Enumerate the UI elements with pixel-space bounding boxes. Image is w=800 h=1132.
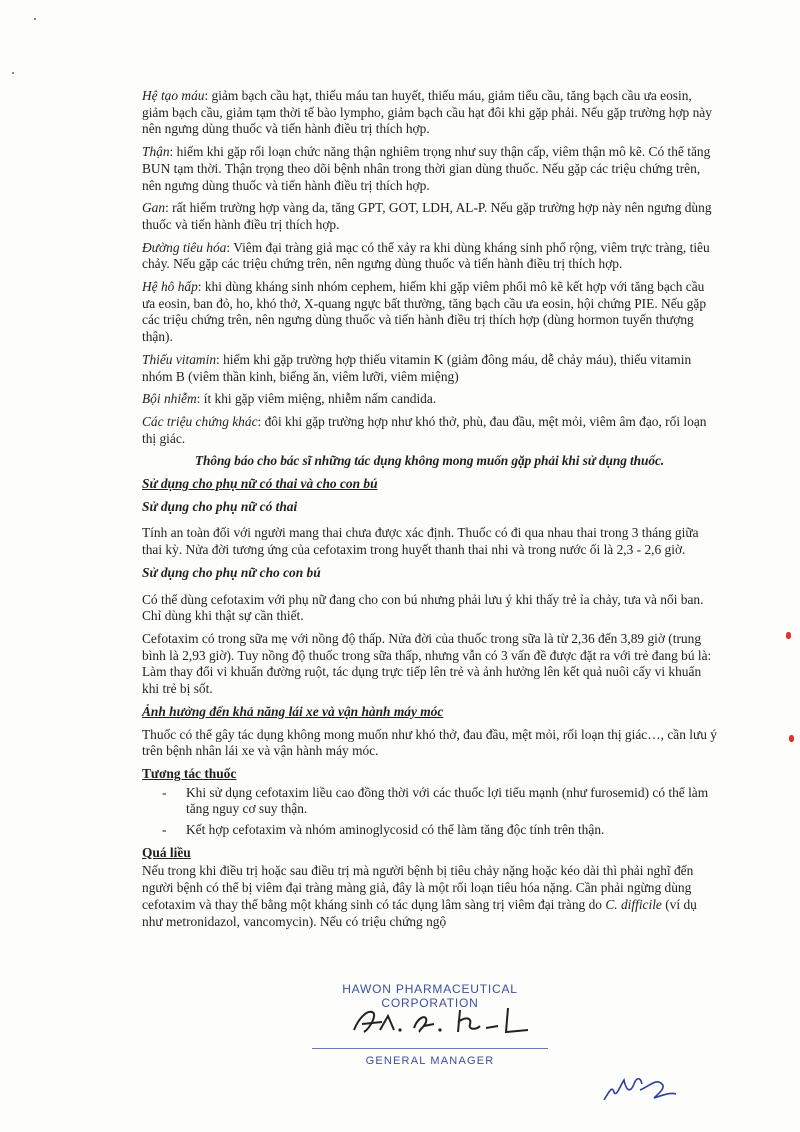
adverse-effect-paragraph: [142, 240, 717, 273]
paragraph-lead: Hệ tạo máu: [142, 88, 205, 103]
adverse-effect-paragraph: [142, 414, 717, 447]
scan-speck: [34, 18, 36, 20]
nursing-subheading: Sử dụng cho phụ nữ cho con bú: [142, 564, 321, 580]
list-item: [142, 785, 717, 818]
pregnancy-heading: Sử dụng cho phụ nữ có thai và cho con bú: [142, 476, 378, 492]
paragraph-text: : rất hiếm trường hợp vàng da, tăng GPT, GOT, LDH, AL-P. Nếu gặp trường hợp này nên ngưng dùng thuốc và tiến hành điều trị thích hợp.: [142, 200, 712, 232]
pregnant-text: Tính an toàn đối với người mang thai chưa được xác định. Thuốc có đi qua nhau thai trong 3 tháng giữa thai kỳ. Nửa đời tương ứng của cefotaxim trong huyết thanh thai nhi và trong nước ối là 2,3 - 2,6 giờ.: [142, 525, 699, 558]
nursing-text-2: Cefotaxim có trong sữa mẹ với nồng độ thấp. Nửa đời của thuốc trong sữa là từ 2,36 đến 3,89 giờ (trung bình là 2,93 giờ). Tuy nồng độ thuốc trong sữa thấp, nhưng vẫn có 3 vấn đề được đặt ra với trẻ đang bú là: Làm thay đổi vi khuẩn đường ruột, tác dụng trực tiếp lên trẻ và ảnh hưởng lên kết quả nuôi cấy vi khuẩn khi trẻ bị sốt.: [142, 630, 712, 697]
initials-mark: [600, 1066, 680, 1106]
overdose-heading: Quá liều: [142, 844, 191, 860]
driving-heading: Ảnh hưởng đến khả năng lái xe và vận hành máy móc: [142, 703, 444, 719]
interaction-text: Kết hợp cefotaxim và nhóm aminoglycosid có thể làm tăng độc tính trên thận.: [186, 822, 605, 838]
scan-mark: [786, 632, 791, 639]
adverse-effect-paragraph: [142, 279, 717, 346]
adverse-effect-paragraph: [142, 352, 717, 385]
notice-text: Thông báo cho bác sĩ những tác dụng không mong muốn gặp phải khi sử dụng thuốc.: [194, 453, 665, 469]
company-name: HAWON PHARMACEUTICAL CORPORATION: [342, 982, 518, 1010]
signature-line: [312, 1048, 548, 1049]
paragraph-text: : Viêm đại tràng giả mạc có thể xảy ra khi dùng kháng sinh phổ rộng, viêm trực tràng, tiêu chảy. Nếu gặp các triệu chứng trên, nên ngưng dùng thuốc và tiến hành điều trị thích hợp.: [142, 239, 710, 272]
paragraph-text: : đôi khi gặp trường hợp như khó thở, phù, đau đầu, mệt mỏi, viêm âm đạo, rối loạn thị giác.: [142, 413, 707, 446]
adverse-effects-list: [142, 88, 717, 447]
paragraph-lead: Gan: [142, 200, 166, 216]
paragraph-lead: Thận: [142, 144, 170, 160]
paragraph-lead: Thiếu vitamin: [142, 351, 217, 367]
document-body: [142, 88, 717, 936]
paragraph-lead: Bội nhiễm: [142, 391, 197, 407]
paragraph-lead: Đường tiêu hóa: [142, 239, 227, 255]
manager-signature: [348, 1002, 538, 1036]
bullet-dash: -: [162, 822, 167, 838]
paragraph-text: : khi dùng kháng sinh nhóm cephem, hiếm khi gặp viêm phổi mô kẽ kết hợp với tăng bạch cầu ưa eosin, ban đỏ, ho, khó thở, X-quang ngực bất thường, tăng bạch cầu ưa eosin, hội chứng PIE. Nếu gặp các triệu chứng trên, nên ngưng dùng thuốc và tiến hành điều trị thích hợp (dùng hormon tuyến thượng thận).: [142, 279, 707, 345]
pregnant-subheading: Sử dụng cho phụ nữ có thai: [142, 498, 298, 514]
overdose-text: Nếu trong khi điều trị hoặc sau điều trị mà người bệnh bị tiêu chảy nặng hoặc kéo dài thì phải nghĩ đến người bệnh có thể bị viêm đại tràng màng giả, đây là một rối loạn tiêu hóa nặng. Cần phải ngừng dùng cefotaxim và thay thế bằng một kháng sinh có tác dụng lâm sàng trị viêm đại tràng do C. difficile (ví dụ như metronidazol, vancomycin). Nếu có triệu chứng ngộ: [142, 863, 697, 929]
stamp-title: GENERAL MANAGER: [365, 1055, 495, 1067]
scan-mark: [789, 735, 794, 742]
paragraph-text: : ít khi gặp viêm miệng, nhiễm nấm candida.: [196, 391, 437, 407]
paragraph-lead: Các triệu chứng khác: [142, 413, 258, 429]
paragraph-lead: Hệ hô hấp: [142, 279, 198, 295]
paragraph-text: : giảm bạch cầu hạt, thiếu máu tan huyết, thiếu máu, giảm tiểu cầu, tăng bạch cầu ưa eosin, giảm bạch cầu, giảm tạm thời tế bào lympho, giảm bạch cầu hạt đôi khi gặp phải. Nếu gặp trường hợp này nên ngưng dùng thuốc và tiến hành điều trị thích hợp.: [142, 88, 712, 137]
interaction-text: Khi sử dụng cefotaxim liều cao đồng thời với các thuốc lợi tiểu mạnh (như furosemid) có thể làm tăng nguy cơ suy thận.: [186, 784, 709, 817]
adverse-effect-paragraph: [142, 88, 717, 138]
interactions-heading: Tương tác thuốc: [142, 765, 237, 781]
paragraph-text: : hiếm khi gặp rối loạn chức năng thận nghiêm trọng như suy thận cấp, viêm thận mô kẽ. Có thể tăng BUN tạm thời. Thận trọng theo dõi bệnh nhân trong thời gian dùng thuốc. Nếu gặp các triệu chứng trên, nên ngưng dùng thuốc và tiến hành điều trị thích hợp.: [142, 144, 711, 193]
scan-speck: [12, 72, 14, 74]
interactions-list: [142, 785, 717, 839]
adverse-effect-paragraph: [142, 391, 717, 408]
bullet-dash: -: [162, 784, 167, 800]
adverse-effect-paragraph: [142, 200, 717, 233]
driving-text: Thuốc có thể gây tác dụng không mong muốn như khó thở, đau đầu, mệt mỏi, rối loạn thị giác…, cần lưu ý trên bệnh nhân lái xe và vận hành máy móc.: [142, 726, 717, 759]
paragraph-text: : hiếm khi gặp trường hợp thiếu vitamin K (giảm đông máu, dễ chảy máu), thiếu vitamin nhóm B (viêm thần kinh, biếng ăn, viêm lưỡi, viêm miệng): [142, 351, 692, 384]
nursing-text-1: Có thể dùng cefotaxim với phụ nữ đang cho con bú nhưng phải lưu ý khi thấy trẻ ỉa chảy, tưa và nổi ban. Chỉ dùng khi thật sự cần thiết.: [142, 591, 704, 624]
list-item: [142, 822, 717, 839]
adverse-effect-paragraph: [142, 144, 717, 194]
